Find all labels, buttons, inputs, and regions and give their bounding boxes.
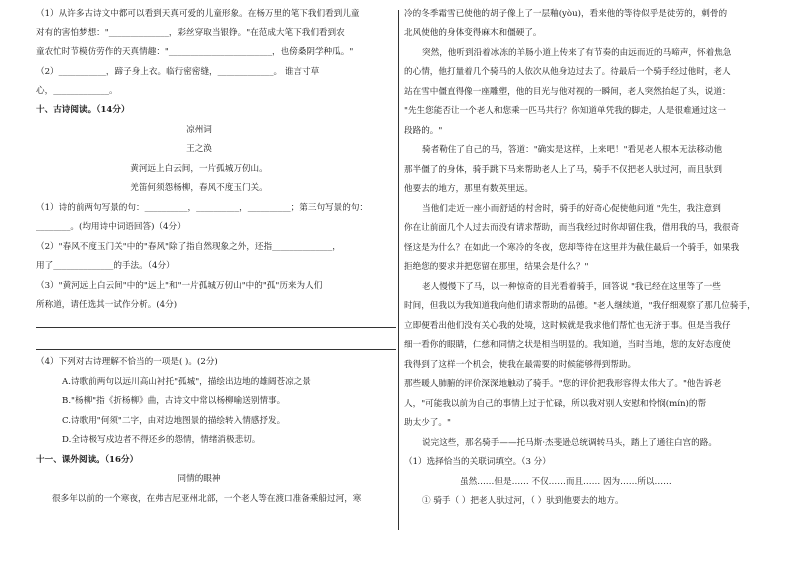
story-line: 北风使他的身体变得麻木和僵硬了。 — [404, 28, 542, 38]
story-line: 你在让前面几个人过去而没有请求帮助，而当我经过时你却留住我，借用我的马，我很奇 — [404, 223, 740, 233]
question-1-heading: （1）选择恰当的关联词填空。（3 分） — [404, 457, 551, 467]
story-line: 拒绝您的要求并把您留在那里，结果会是什么？" — [404, 262, 589, 272]
poem-line-1: 黄河远上白云间，一片孤城万仞山。 — [130, 164, 268, 174]
option-c: C.诗歌用"何须"二字，由对边地图景的描绘转入情感抒发。 — [62, 416, 286, 426]
story-line: 那些暖人肺腑的评价深深地触动了骑手。"您的评价把我形容得太伟大了。"他告诉老 — [404, 379, 722, 389]
story-line: 突然，他听到沿着冰冻的羊肠小道上传来了有节奏的由远而近的马啼声，怀着焦急 — [422, 48, 732, 58]
section-11-title: 十一、课外阅读。（16分） — [36, 455, 139, 465]
story-line: 时间，但我以为我知道我向他们请求帮助的品德。"老人继续道，"我仔细观察了那几位骑手， — [404, 301, 756, 311]
story-line: 我得到了这样一个机会，使我在最需要的时候能够得到帮助。 — [404, 360, 637, 370]
question-1-item-1: ① 骑手（ ）把老人驮过河，（ ）驮到他要去的地方。 — [422, 496, 624, 506]
story-line: 老人慢慢下了马，以一种惊奇的目光看着骑手，回答说 "我已经在这里等了一些 — [422, 282, 721, 292]
answer-line-2 — [36, 349, 396, 350]
story-line: 站在雪中僵直得像一座雕塑，他的目光与他对视的一瞬间，老人突然抬起了头，说道： — [404, 87, 731, 97]
p1-line-1: （1）诗的前两句写景的句：__________，__________，__________；第三句写景的句： — [36, 203, 369, 213]
q2-line: （2）___________，蹄子身上衣。临行密密缝，_____________。 谁言寸草 — [36, 67, 320, 77]
conjunction-options: 虽然……但是…… 不仅……而且…… 因为……所以…… — [460, 477, 672, 487]
p2-line-2: 用了______________的手法。（4分） — [36, 261, 175, 271]
story-line: 人，"可能我以前为自己的事情上过于忙碌，所以我对别人安慰和怜悯(mín)的帮 — [404, 399, 707, 409]
q2-line-2: 心，_____________。 — [36, 86, 118, 96]
story-line: 助太少了。" — [404, 418, 451, 428]
story-line: 那半僵了的身体，骑手跳下马来帮助老人上了马，骑手不仅把老人驮过河，而且驮到 — [404, 165, 722, 175]
story-line: 段路的。" — [404, 126, 443, 136]
poem-line-2: 羌笛何须怨杨柳，春风不度玉门关。 — [130, 183, 268, 193]
story-line: 怪这是为什么？在如此一个寒冷的冬夜，您却等待在这里并为截住最后一个骑手，如果我 — [404, 243, 740, 253]
column-divider — [398, 10, 399, 530]
story-line: 骑者勒住了自己的马，答道："确实是这样，上来吧！"看见老人根本无法移动他 — [422, 145, 723, 155]
story-line-1: 很多年以前的一个寒夜，在弗吉尼亚州北部，一个老人等在渡口准备乘船过河，寒 — [52, 494, 362, 504]
p1-line-2: ________。(均用诗中词语回答)（4分） — [36, 222, 186, 232]
p4-line: （4）下列对古诗理解不恰当的一项是( )。(2分) — [36, 357, 218, 367]
answer-line-1 — [36, 327, 396, 328]
story-line: 冷的冬季霜雪已使他的胡子像上了一层釉(yòu)，看来他的等待似乎是徒劳的，刺骨的 — [404, 9, 728, 19]
q1-line-3: 童农忙时节模仿劳作的天真情趣："________________________，也傍桑阴学种瓜。" — [36, 47, 354, 57]
p2-line-1: （2）"春风不度玉门关"中的"春风"除了指自然现象之外，还指______________， — [36, 242, 341, 252]
q1-line-1: （1）从许多古诗文中都可以看到天真可爱的儿童形象。在杨万里的笔下我们看到儿童 — [36, 9, 360, 19]
p3-line-1: （3）"黄河远上白云间"中的"远上"和"一片孤城万仞山"中的"孤"历来为人们 — [36, 281, 323, 291]
story-line: 他要去的地方，那里有数英里远。 — [404, 184, 533, 194]
story-line: 细一看你的眼睛，仁慈和同情之状是相当明显的。我知道，当时当地，您的友好态度使 — [404, 340, 731, 350]
story-line: 立即便看出他们没有关心我的处境，这时候就是我求他们帮忙也无济于事。但是当我仔 — [404, 321, 731, 331]
option-b: B."杨柳"指《折杨柳》曲，古诗文中常以杨柳喻送别情事。 — [62, 396, 286, 406]
story-title: 同情的眼神 — [177, 474, 221, 484]
q1-line-2: 对有的害怕梦想："______________，彩丝穿取当银铮。"在范成大笔下我们看到农 — [36, 28, 345, 38]
p3-line-2: 所称道，请任选其一试作分析。(4分) — [36, 300, 178, 310]
section-10-title: 十、古诗阅读。（14分） — [36, 105, 130, 115]
option-d: D.全诗极写戍边者不得还乡的怨情，情绪消极悲切。 — [62, 435, 261, 445]
story-line: 的心情，他打量着几个骑马的人依次从他身边过去了。待最后一个骑手经过他时，老人 — [404, 67, 731, 77]
poem-title: 凉州词 — [186, 125, 212, 135]
option-a: A.诗歌前两句以远川高山衬托"孤城"，描绘出边地的雄阔苍凉之景 — [62, 377, 311, 387]
story-line: 说完这些，那名骑手——托马斯·杰斐逊总统调转马头，踏上了通往白宫的路。 — [422, 438, 717, 448]
story-line: "先生您能否让一个老人和您乘一匹马共行？你知道单凭我的脚走，人是很难通过这一 — [404, 106, 726, 116]
story-line: 当他们走近一座小而舒适的村舍时，骑手的好奇心促使他问道 "先生，我注意到 — [422, 204, 721, 214]
poem-author: 王之涣 — [186, 144, 212, 154]
